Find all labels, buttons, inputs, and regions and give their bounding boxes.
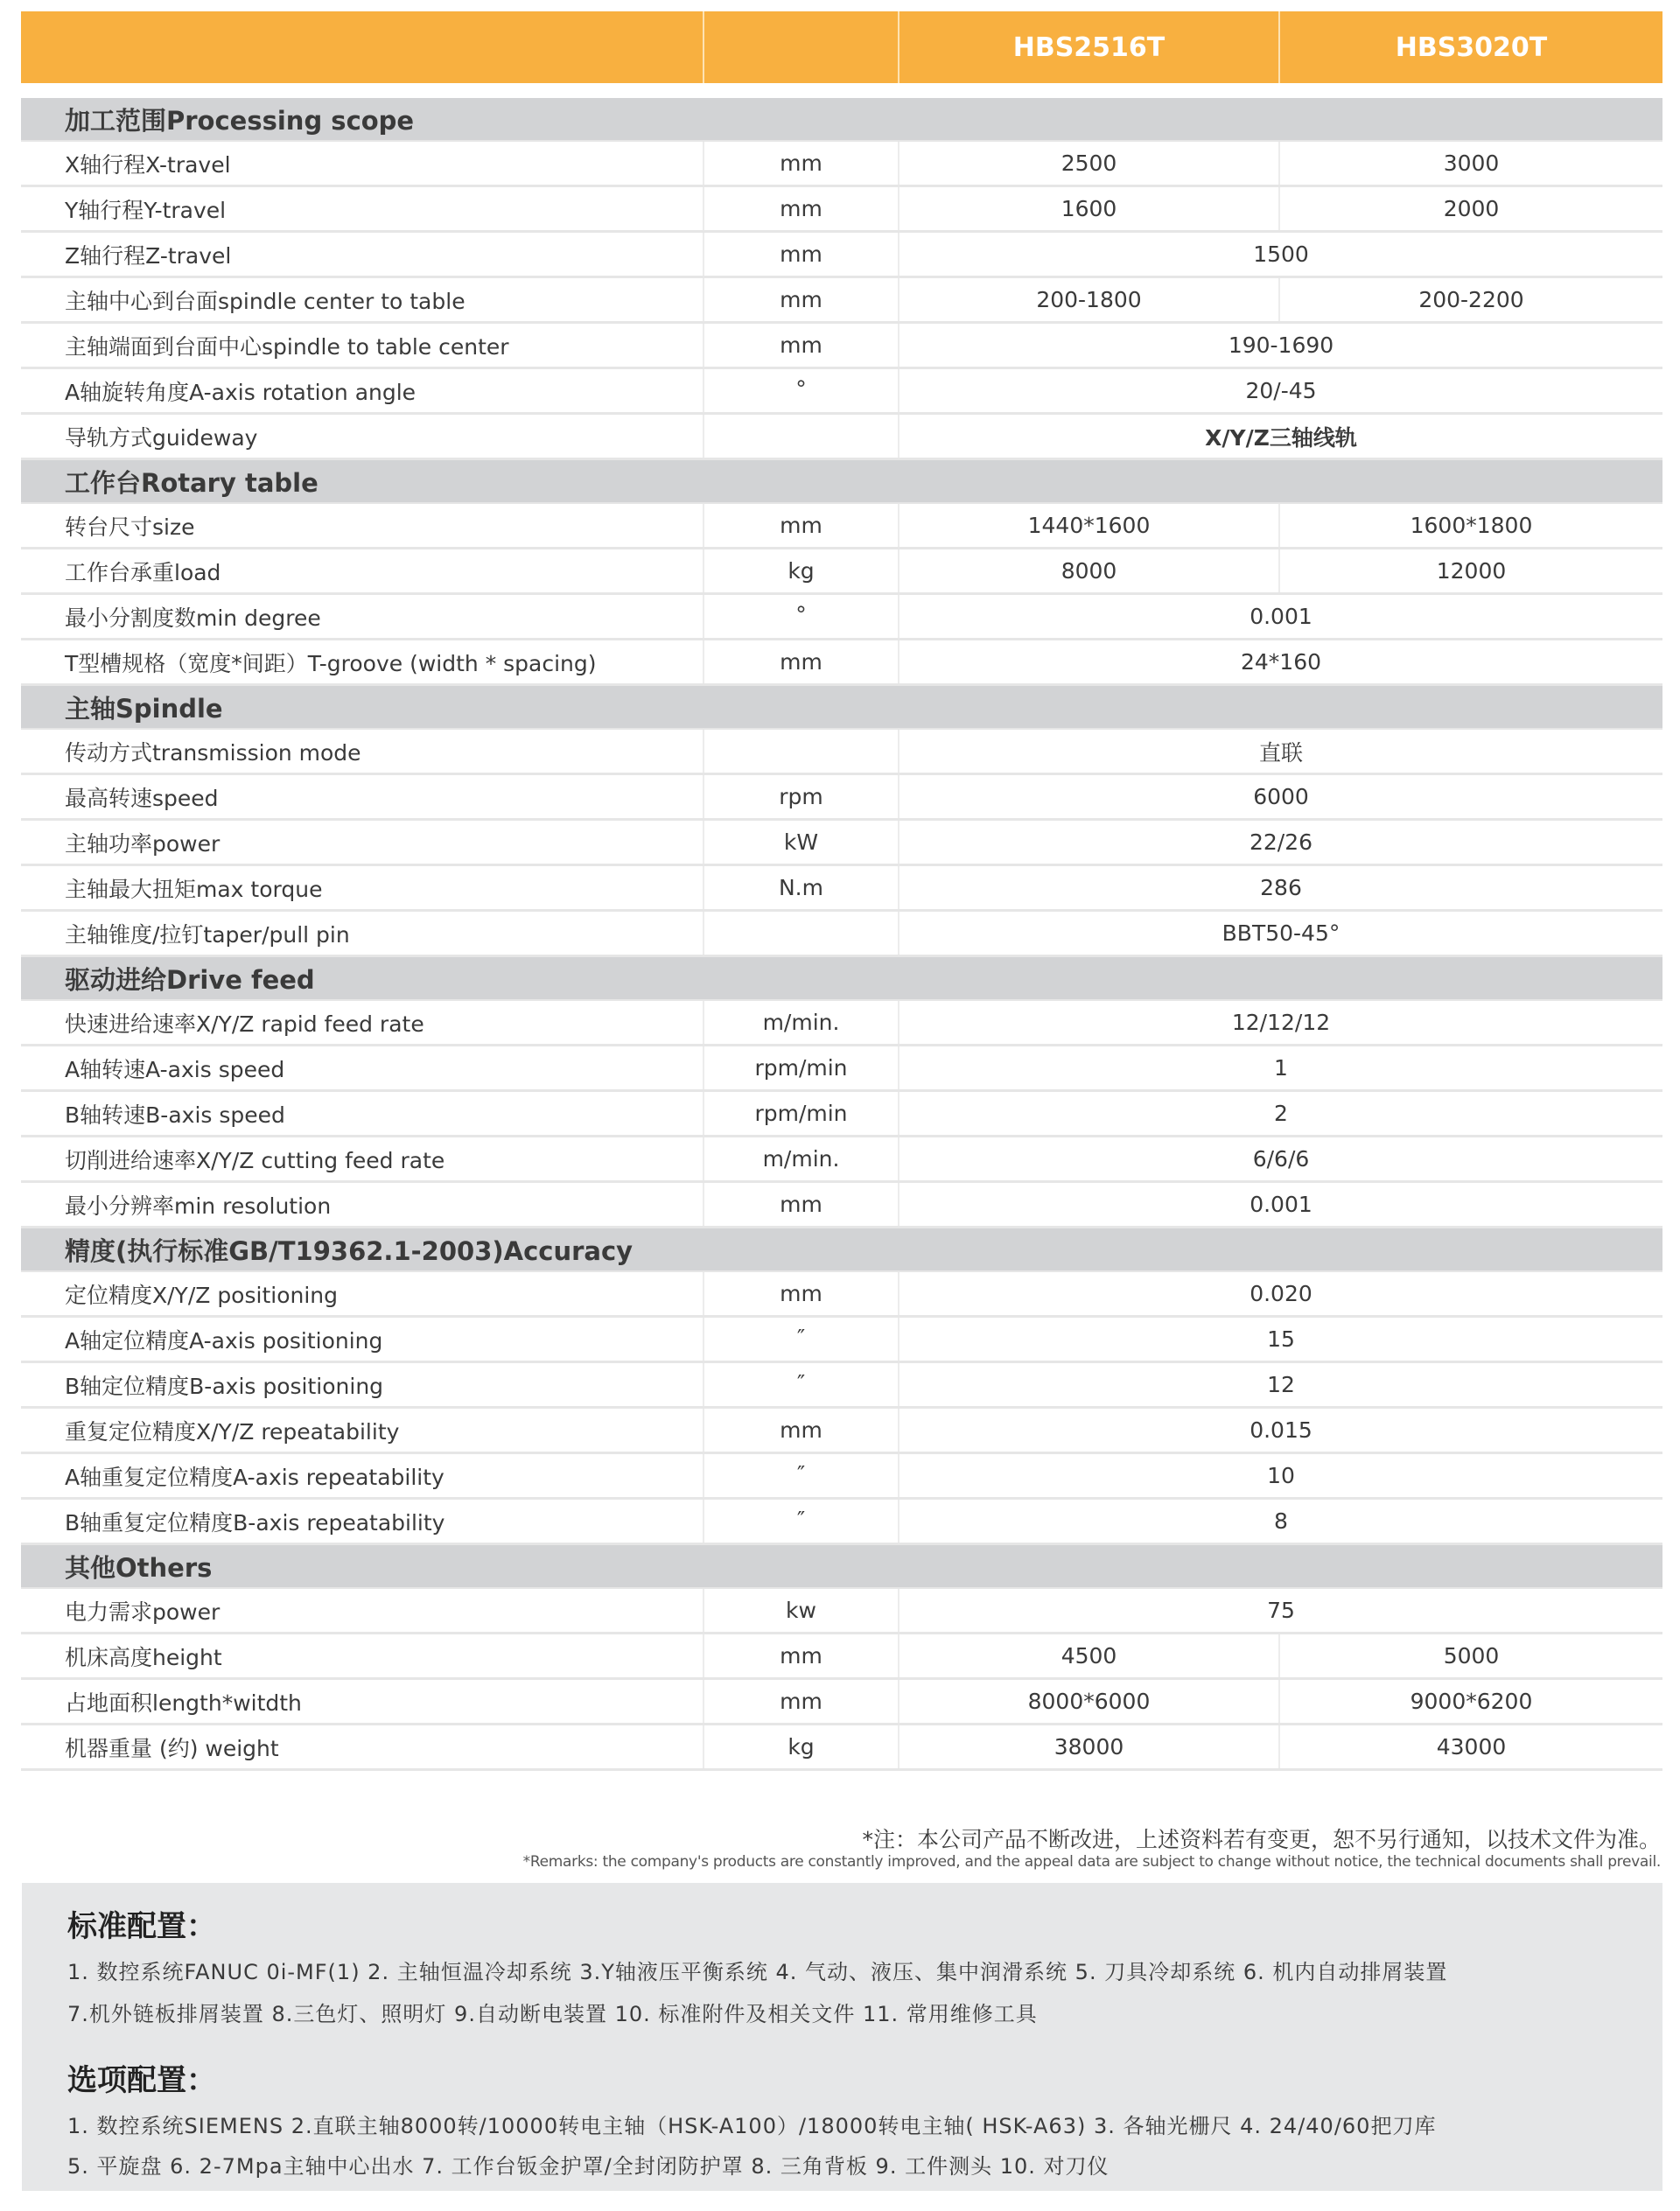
row-label: A轴转速A-axis speed [21, 1046, 704, 1089]
row-unit: ° [704, 369, 900, 412]
row-label: B轴定位精度B-axis positioning [21, 1363, 704, 1406]
table-row [21, 1046, 1662, 1092]
table-row [21, 1725, 1662, 1771]
row-label: 主轴最大扭矩max torque [21, 866, 704, 909]
table-row [21, 1137, 1662, 1183]
row-label: A轴定位精度A-axis positioning [21, 1318, 704, 1361]
row-value-model-1: 2500 [900, 142, 1280, 185]
row-label: 占地面积length*witdth [21, 1680, 704, 1723]
row-value-model-1: 8000 [900, 549, 1280, 592]
note-english: *Remarks: the company's products are constantly improved, and the appeal data are subject to change without notice, the technical documents shall prevail. [522, 1853, 1661, 1871]
table-row [21, 595, 1662, 640]
row-value-shared: 6/6/6 [1252, 1146, 1310, 1172]
table-row [21, 866, 1662, 912]
table-row [21, 1001, 1662, 1046]
row-unit: ″ [704, 1318, 900, 1361]
row-value-shared: 0.020 [1250, 1281, 1312, 1306]
table-row [21, 1363, 1662, 1409]
row-value-model-1: 4500 [900, 1634, 1280, 1677]
row-unit: mm [704, 1680, 900, 1723]
row-label: T型槽规格（宽度*间距）T-groove (width * spacing) [21, 640, 704, 683]
row-value-model-2: 1600*1800 [1410, 513, 1533, 538]
row-value-shared: 直联 [1258, 739, 1303, 766]
row-value-shared: 190-1690 [1228, 332, 1334, 358]
row-label: 主轴功率power [21, 821, 704, 864]
table-body [21, 98, 1662, 1771]
row-unit: ″ [704, 1500, 900, 1543]
row-unit: mm [704, 1272, 900, 1315]
row-label: A轴旋转角度A-axis rotation angle [21, 369, 704, 412]
row-unit: mm [704, 1409, 900, 1452]
row-value-shared: 20/-45 [1245, 378, 1317, 403]
row-value-shared: 0.015 [1250, 1417, 1312, 1443]
header-model-2: HBS3020T [1395, 31, 1548, 63]
section-header: 驱动进给Drive feed [21, 957, 1662, 1001]
header-unit-col [704, 11, 900, 83]
row-unit: kW [704, 821, 900, 864]
spec-table [21, 11, 1662, 1771]
optional-config-line: 5. 平旋盘 6. 2-7Mpa主轴中心出水 7. 工作台钣金护罩/全封闭防护罩 8. 三角背板 9. 工件测头 10. 对刀仪 [67, 2154, 1110, 2179]
table-row [21, 1500, 1662, 1545]
row-label: 电力需求power [21, 1589, 704, 1632]
table-row [21, 187, 1662, 233]
row-unit: kg [704, 549, 900, 592]
row-label: 重复定位精度X/Y/Z repeatability [21, 1409, 704, 1452]
row-value-model-2: 3000 [1443, 150, 1500, 176]
table-row [21, 1318, 1662, 1363]
section-header: 主轴Spindle [21, 686, 1662, 730]
row-value-shared: 8 [1274, 1508, 1288, 1534]
row-value-model-2: 12000 [1436, 558, 1507, 584]
optional-config-line: 1. 数控系统SIEMENS 2.直联主轴8000转/10000转电主轴（HSK-A100）/18000转电主轴( HSK-A63) 3. 各轴光栅尺 4. 24/40/60把刀库 [67, 2114, 1437, 2138]
row-value-model-1: 1440*1600 [900, 504, 1280, 547]
row-value-shared: 12/12/12 [1231, 1010, 1331, 1035]
table-row [21, 233, 1662, 278]
row-unit: m/min. [704, 1137, 900, 1180]
row-value-shared: 12 [1267, 1372, 1295, 1397]
row-unit: mm [704, 278, 900, 321]
row-unit: mm [704, 142, 900, 185]
row-value-shared: 6000 [1253, 784, 1309, 809]
table-row [21, 1454, 1662, 1500]
row-value-shared: 2 [1274, 1101, 1288, 1126]
table-row [21, 730, 1662, 775]
row-label: 工作台承重load [21, 549, 704, 592]
section-header: 加工范围Processing scope [21, 98, 1662, 142]
row-unit: mm [704, 324, 900, 367]
row-unit: kg [704, 1725, 900, 1768]
standard-config-line: 7.机外链板排屑装置 8.三色灯、照明灯 9.自动断电装置 10. 标准附件及相关文件 11. 常用维修工具 [67, 2002, 1038, 2026]
row-unit [704, 415, 900, 458]
row-value-shared: 1 [1274, 1055, 1288, 1081]
row-label: 导轨方式guideway [21, 415, 704, 458]
row-value-shared: 1500 [1253, 241, 1309, 267]
row-unit: rpm/min [704, 1092, 900, 1135]
table-row [21, 1272, 1662, 1318]
row-unit: mm [704, 233, 900, 276]
row-label: 主轴端面到台面中心spindle to table center [21, 324, 704, 367]
row-value-shared: 0.001 [1250, 604, 1312, 629]
row-label: 机器重量 (约) weight [21, 1725, 704, 1768]
row-unit: rpm [704, 775, 900, 818]
row-unit: mm [704, 504, 900, 547]
row-label: 传动方式transmission mode [21, 730, 704, 773]
table-row [21, 1092, 1662, 1137]
row-value-model-2: 9000*6200 [1410, 1689, 1533, 1714]
row-label: A轴重复定位精度A-axis repeatability [21, 1454, 704, 1497]
table-row [21, 1589, 1662, 1634]
table-row [21, 369, 1662, 415]
row-label: Z轴行程Z-travel [21, 233, 704, 276]
row-label: B轴重复定位精度B-axis repeatability [21, 1500, 704, 1543]
row-value-model-1: 8000*6000 [900, 1680, 1280, 1723]
row-unit: mm [704, 1634, 900, 1677]
row-value-shared: 0.001 [1250, 1192, 1312, 1217]
row-value-shared: X/Y/Z三轴线轨 [1205, 424, 1357, 451]
table-row [21, 821, 1662, 866]
row-label: 定位精度X/Y/Z positioning [21, 1272, 704, 1315]
row-label: Y轴行程Y-travel [21, 187, 704, 230]
row-label: B轴转速B-axis speed [21, 1092, 704, 1135]
section-header: 工作台Rotary table [21, 460, 1662, 504]
row-value-shared: 15 [1267, 1326, 1295, 1352]
row-value-shared: 24*160 [1240, 649, 1322, 675]
header-model-1: HBS2516T [900, 11, 1280, 83]
table-row [21, 504, 1662, 549]
table-row [21, 640, 1662, 686]
table-row [21, 1634, 1662, 1680]
row-value-shared: 75 [1267, 1598, 1295, 1623]
row-value-model-2: 43000 [1436, 1734, 1507, 1760]
row-label: 最小分辨率min resolution [21, 1183, 704, 1226]
row-value-model-1: 200-1800 [900, 278, 1280, 321]
table-row [21, 912, 1662, 957]
row-label: 最小分割度数min degree [21, 595, 704, 638]
row-unit: m/min. [704, 1001, 900, 1044]
table-row [21, 415, 1662, 460]
configuration-panel [22, 1883, 1662, 2191]
row-unit: mm [704, 187, 900, 230]
row-label: 转台尺寸size [21, 504, 704, 547]
row-value-model-2: 200-2200 [1418, 287, 1524, 312]
row-unit [704, 730, 900, 773]
row-unit: ″ [704, 1363, 900, 1406]
row-value-model-2: 5000 [1443, 1643, 1500, 1669]
standard-config-line: 1. 数控系统FANUC 0i-MF(1) 2. 主轴恒温冷却系统 3.Y轴液压平衡系统 4. 气动、液压、集中润滑系统 5. 刀具冷却系统 6. 机内自动排屑装置 [67, 1960, 1448, 1984]
row-value-shared: 10 [1267, 1463, 1295, 1488]
table-row [21, 324, 1662, 369]
row-label: 最高转速speed [21, 775, 704, 818]
note-chinese: *注：本公司产品不断改进，上述资料若有变更，恕不另行通知，以技术文件为准。 [862, 1827, 1661, 1852]
row-label: 快速进给速率X/Y/Z rapid feed rate [21, 1001, 704, 1044]
row-label: 主轴中心到台面spindle center to table [21, 278, 704, 321]
row-unit: kw [704, 1589, 900, 1632]
row-label: 切削进给速率X/Y/Z cutting feed rate [21, 1137, 704, 1180]
table-row [21, 549, 1662, 595]
row-unit: ″ [704, 1454, 900, 1497]
row-value-model-2: 2000 [1443, 196, 1500, 221]
table-row [21, 1183, 1662, 1228]
table-row [21, 1680, 1662, 1725]
row-unit: N.m [704, 866, 900, 909]
optional-config-title: 选项配置： [67, 2063, 216, 2098]
row-unit [704, 912, 900, 955]
table-row [21, 142, 1662, 187]
section-header: 精度(执行标准GB/T19362.1-2003)Accuracy [21, 1228, 1662, 1272]
section-header: 其他Others [21, 1545, 1662, 1589]
header-item-col [21, 11, 704, 83]
table-row [21, 775, 1662, 821]
row-unit: mm [704, 640, 900, 683]
row-label: X轴行程X-travel [21, 142, 704, 185]
row-unit: mm [704, 1183, 900, 1226]
row-label: 机床高度height [21, 1634, 704, 1677]
table-row [21, 278, 1662, 324]
row-value-shared: BBT50-45° [1222, 920, 1340, 946]
row-value-shared: 22/26 [1249, 829, 1313, 855]
row-unit: rpm/min [704, 1046, 900, 1089]
table-row [21, 1409, 1662, 1454]
row-value-model-1: 1600 [900, 187, 1280, 230]
row-label: 主轴锥度/拉钉taper/pull pin [21, 912, 704, 955]
row-value-model-1: 38000 [900, 1725, 1280, 1768]
row-unit: ° [704, 595, 900, 638]
standard-config-title: 标准配置： [67, 1909, 216, 1944]
table-header [21, 11, 1662, 83]
row-value-shared: 286 [1260, 875, 1302, 900]
